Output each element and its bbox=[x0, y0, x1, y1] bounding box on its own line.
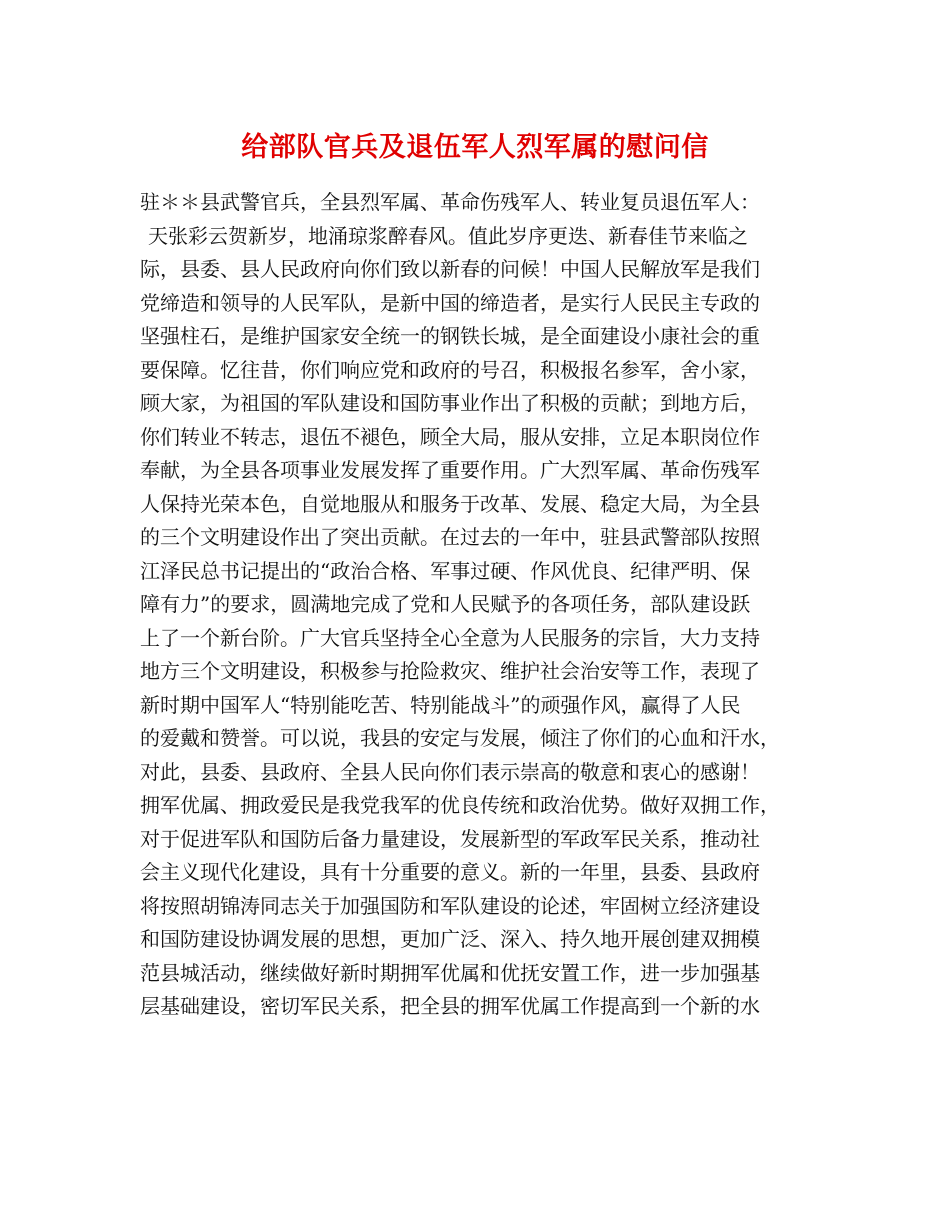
body-line: 地方三个文明建设，积极参与抢险救灾、维护社会治安等工作，表现了 bbox=[140, 659, 760, 683]
body-line: 将按照胡锦涛同志关于加强国防和军队建设的论述，牢固树立经济建设 bbox=[140, 893, 760, 918]
body-line: 天张彩云贺新岁，地涌琼浆醉春风。值此岁序更迭、新春佳节来临之 bbox=[148, 223, 748, 248]
letter-body bbox=[140, 186, 830, 1024]
body-line: 范县城活动，继续做好新时期拥军优属和优抚安置工作，进一步加强基 bbox=[140, 960, 760, 985]
body-line: 党缔造和领导的人民军队，是新中国的缔造者，是实行人民民主专政的 bbox=[140, 290, 760, 315]
salutation-line: 驻＊＊县武警官兵，全县烈军属、革命伤残军人、转业复员退伍军人： bbox=[140, 190, 760, 214]
body-line: 要保障。忆往昔，你们响应党和政府的号召，积极报名参军，舍小家， bbox=[140, 357, 760, 382]
document-title: 给部队官兵及退伍军人烈军属的慰问信 bbox=[241, 132, 709, 163]
body-line: 会主义现代化建设，具有十分重要的意义。新的一年里，县委、县政府 bbox=[140, 860, 760, 884]
body-line: 顾大家，为祖国的军队建设和国防事业作出了积极的贡献；到地方后， bbox=[140, 391, 760, 415]
body-line: 奉献，为全县各项事业发展发挥了重要作用。广大烈军属、革命伤残军 bbox=[140, 458, 760, 482]
body-line: 障有力”的要求，圆满地完成了党和人民赋予的各项任务，部队建设跃 bbox=[140, 592, 751, 616]
body-line: 的爱戴和赞誉。可以说，我县的安定与发展，倾注了你们的心血和汗水， bbox=[140, 726, 780, 750]
body-line: 对此，县委、县政府、全县人民向你们表示崇高的敬意和衷心的感谢！ bbox=[140, 759, 760, 784]
body-line: 坚强柱石，是维护国家安全统一的钢铁长城，是全面建设小康社会的重 bbox=[140, 324, 760, 348]
body-line: 际，县委、县人民政府向你们致以新春的问候！中国人民解放军是我们 bbox=[140, 257, 760, 281]
body-line: 江泽民总书记提出的“政治合格、军事过硬、作风优良、纪律严明、保 bbox=[140, 558, 751, 583]
body-line: 层基础建设，密切军民关系，把全县的拥军优属工作提高到一个新的水 bbox=[140, 994, 760, 1018]
body-line: 对于促进军队和国防后备力量建设，发展新型的军政军民关系，推动社 bbox=[140, 826, 760, 851]
body-line: 新时期中国军人“特别能吃苦、特别能战斗”的顽强作风，赢得了人民 bbox=[140, 692, 741, 717]
body-line: 上了一个新台阶。广大官兵坚持全心全意为人民服务的宗旨，大力支持 bbox=[140, 625, 760, 650]
body-line: 你们转业不转志，退伍不褪色，顾全大局，服从安排，立足本职岗位作 bbox=[140, 424, 760, 449]
body-line: 人保持光荣本色，自觉地服从和服务于改革、发展、稳定大局，为全县 bbox=[140, 491, 760, 516]
body-line: 拥军优属、拥政爱民是我党我军的优良传统和政治优势。做好双拥工作， bbox=[140, 793, 780, 817]
body-line: 和国防建设协调发展的思想，更加广泛、深入、持久地开展创建双拥模 bbox=[140, 927, 760, 951]
body-line: 的三个文明建设作出了突出贡献。在过去的一年中，驻县武警部队按照 bbox=[140, 525, 760, 549]
